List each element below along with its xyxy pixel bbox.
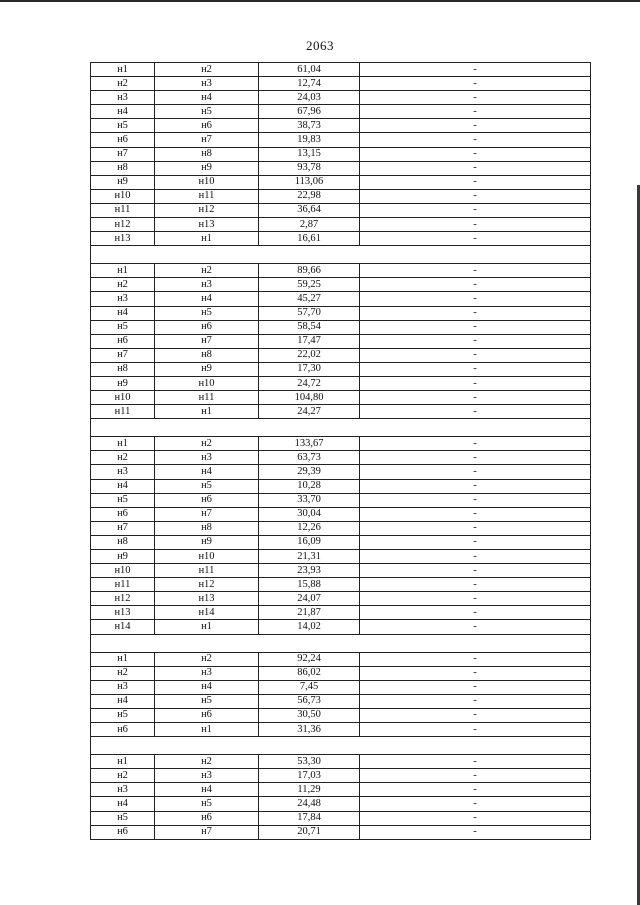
table-row [91, 606, 591, 620]
table-row [91, 63, 591, 77]
table-row [91, 666, 591, 680]
length-cell: 12,26 [259, 521, 360, 535]
table-row [91, 376, 591, 390]
from-point-cell: н4 [91, 694, 155, 708]
length-cell: 29,39 [259, 465, 360, 479]
from-point-cell: н10 [91, 391, 155, 405]
table-row [91, 218, 591, 232]
to-point-cell: н3 [155, 77, 259, 91]
length-cell: 89,66 [259, 264, 360, 278]
table-row [91, 147, 591, 161]
description-cell: - [360, 264, 591, 278]
to-point-cell: н12 [155, 578, 259, 592]
to-point-cell: н3 [155, 769, 259, 783]
from-point-cell: н6 [91, 133, 155, 147]
table-row [91, 189, 591, 203]
coordinates-table [90, 62, 591, 840]
description-cell: - [360, 783, 591, 797]
description-cell: - [360, 119, 591, 133]
description-cell: - [360, 578, 591, 592]
to-point-cell: н11 [155, 189, 259, 203]
from-point-cell: н13 [91, 606, 155, 620]
to-point-cell: н1 [155, 620, 259, 634]
length-cell: 20,71 [259, 825, 360, 839]
to-point-cell: н9 [155, 535, 259, 549]
from-point-cell: н8 [91, 362, 155, 376]
separator-cell [91, 246, 591, 264]
length-cell: 24,07 [259, 592, 360, 606]
table-row [91, 451, 591, 465]
table-row [91, 405, 591, 419]
to-point-cell: н2 [155, 755, 259, 769]
to-point-cell: н8 [155, 147, 259, 161]
table-row [91, 465, 591, 479]
length-cell: 86,02 [259, 666, 360, 680]
length-cell: 33,70 [259, 493, 360, 507]
description-cell: - [360, 465, 591, 479]
description-cell: - [360, 592, 591, 606]
table-row [91, 133, 591, 147]
to-point-cell: н2 [155, 652, 259, 666]
from-point-cell: н3 [91, 292, 155, 306]
from-point-cell: н1 [91, 264, 155, 278]
to-point-cell: н5 [155, 797, 259, 811]
length-cell: 21,87 [259, 606, 360, 620]
description-cell: - [360, 133, 591, 147]
table-row [91, 769, 591, 783]
length-cell: 133,67 [259, 437, 360, 451]
to-point-cell: н6 [155, 119, 259, 133]
separator-cell [91, 419, 591, 437]
length-cell: 10,28 [259, 479, 360, 493]
from-point-cell: н6 [91, 723, 155, 737]
table-row [91, 91, 591, 105]
description-cell: - [360, 680, 591, 694]
from-point-cell: н1 [91, 755, 155, 769]
to-point-cell: н3 [155, 666, 259, 680]
length-cell: 2,87 [259, 218, 360, 232]
from-point-cell: н2 [91, 278, 155, 292]
length-cell: 61,04 [259, 63, 360, 77]
description-cell: - [360, 405, 591, 419]
from-point-cell: н3 [91, 680, 155, 694]
to-point-cell: н6 [155, 493, 259, 507]
table-row [91, 105, 591, 119]
description-cell: - [360, 825, 591, 839]
length-cell: 17,84 [259, 811, 360, 825]
description-cell: - [360, 376, 591, 390]
from-point-cell: н3 [91, 783, 155, 797]
to-point-cell: н6 [155, 811, 259, 825]
table-row [91, 362, 591, 376]
to-point-cell: н8 [155, 521, 259, 535]
page-number: 2063 [306, 38, 334, 53]
to-point-cell: н5 [155, 105, 259, 119]
description-cell: - [360, 362, 591, 376]
length-cell: 36,64 [259, 203, 360, 217]
from-point-cell: н7 [91, 147, 155, 161]
separator-cell [91, 737, 591, 755]
table-row [91, 334, 591, 348]
from-point-cell: н2 [91, 77, 155, 91]
length-cell: 45,27 [259, 292, 360, 306]
length-cell: 11,29 [259, 783, 360, 797]
table-row [91, 811, 591, 825]
from-point-cell: н2 [91, 666, 155, 680]
from-point-cell: н10 [91, 564, 155, 578]
table-row [91, 119, 591, 133]
length-cell: 92,24 [259, 652, 360, 666]
description-cell: - [360, 147, 591, 161]
description-cell: - [360, 550, 591, 564]
from-point-cell: н11 [91, 578, 155, 592]
description-cell: - [360, 77, 591, 91]
to-point-cell: н7 [155, 825, 259, 839]
to-point-cell: н2 [155, 437, 259, 451]
from-point-cell: н12 [91, 218, 155, 232]
length-cell: 15,88 [259, 578, 360, 592]
to-point-cell: н4 [155, 680, 259, 694]
description-cell: - [360, 437, 591, 451]
to-point-cell: н10 [155, 175, 259, 189]
description-cell: - [360, 203, 591, 217]
from-point-cell: н8 [91, 161, 155, 175]
to-point-cell: н4 [155, 783, 259, 797]
from-point-cell: н4 [91, 479, 155, 493]
table-row [91, 507, 591, 521]
table-row [91, 694, 591, 708]
table-row [91, 521, 591, 535]
description-cell: - [360, 232, 591, 246]
length-cell: 56,73 [259, 694, 360, 708]
description-cell: - [360, 348, 591, 362]
to-point-cell: н2 [155, 264, 259, 278]
table-row [91, 535, 591, 549]
from-point-cell: н2 [91, 451, 155, 465]
to-point-cell: н8 [155, 348, 259, 362]
to-point-cell: н5 [155, 306, 259, 320]
to-point-cell: н10 [155, 376, 259, 390]
table-row [91, 680, 591, 694]
to-point-cell: н11 [155, 391, 259, 405]
description-cell: - [360, 755, 591, 769]
description-cell: - [360, 175, 591, 189]
to-point-cell: н4 [155, 91, 259, 105]
from-point-cell: н5 [91, 708, 155, 722]
from-point-cell: н5 [91, 320, 155, 334]
length-cell: 113,06 [259, 175, 360, 189]
table-row [91, 232, 591, 246]
description-cell: - [360, 91, 591, 105]
length-cell: 16,61 [259, 232, 360, 246]
table-row [91, 203, 591, 217]
group-separator-row [91, 737, 591, 755]
length-cell: 17,47 [259, 334, 360, 348]
to-point-cell: н5 [155, 694, 259, 708]
table-row [91, 620, 591, 634]
description-cell: - [360, 334, 591, 348]
length-cell: 16,09 [259, 535, 360, 549]
to-point-cell: н9 [155, 161, 259, 175]
table-row [91, 391, 591, 405]
from-point-cell: н3 [91, 91, 155, 105]
table-row [91, 437, 591, 451]
length-cell: 14,02 [259, 620, 360, 634]
length-cell: 7,45 [259, 680, 360, 694]
description-cell: - [360, 723, 591, 737]
to-point-cell: н10 [155, 550, 259, 564]
description-cell: - [360, 797, 591, 811]
table-row [91, 278, 591, 292]
length-cell: 13,15 [259, 147, 360, 161]
length-cell: 24,72 [259, 376, 360, 390]
description-cell: - [360, 278, 591, 292]
description-cell: - [360, 694, 591, 708]
length-cell: 53,30 [259, 755, 360, 769]
length-cell: 104,80 [259, 391, 360, 405]
table-row [91, 292, 591, 306]
table-row [91, 578, 591, 592]
from-point-cell: н7 [91, 348, 155, 362]
table-row [91, 797, 591, 811]
length-cell: 24,48 [259, 797, 360, 811]
to-point-cell: н4 [155, 292, 259, 306]
table-row [91, 77, 591, 91]
to-point-cell: н13 [155, 218, 259, 232]
description-cell: - [360, 769, 591, 783]
from-point-cell: н4 [91, 306, 155, 320]
from-point-cell: н4 [91, 105, 155, 119]
length-cell: 21,31 [259, 550, 360, 564]
table-row [91, 652, 591, 666]
from-point-cell: н13 [91, 232, 155, 246]
from-point-cell: н6 [91, 334, 155, 348]
description-cell: - [360, 63, 591, 77]
length-cell: 17,03 [259, 769, 360, 783]
length-cell: 58,54 [259, 320, 360, 334]
from-point-cell: н9 [91, 550, 155, 564]
separator-cell [91, 634, 591, 652]
description-cell: - [360, 292, 591, 306]
table-row [91, 320, 591, 334]
from-point-cell: н14 [91, 620, 155, 634]
to-point-cell: н4 [155, 465, 259, 479]
from-point-cell: н6 [91, 507, 155, 521]
length-cell: 67,96 [259, 105, 360, 119]
table-row [91, 306, 591, 320]
description-cell: - [360, 105, 591, 119]
description-cell: - [360, 606, 591, 620]
length-cell: 22,98 [259, 189, 360, 203]
length-cell: 22,02 [259, 348, 360, 362]
to-point-cell: н1 [155, 232, 259, 246]
length-cell: 30,50 [259, 708, 360, 722]
description-cell: - [360, 320, 591, 334]
from-point-cell: н6 [91, 825, 155, 839]
length-cell: 24,03 [259, 91, 360, 105]
table-row [91, 550, 591, 564]
description-cell: - [360, 708, 591, 722]
description-cell: - [360, 391, 591, 405]
to-point-cell: н1 [155, 723, 259, 737]
from-point-cell: н4 [91, 797, 155, 811]
from-point-cell: н7 [91, 521, 155, 535]
length-cell: 12,74 [259, 77, 360, 91]
description-cell: - [360, 451, 591, 465]
length-cell: 38,73 [259, 119, 360, 133]
to-point-cell: н6 [155, 708, 259, 722]
description-cell: - [360, 161, 591, 175]
from-point-cell: н12 [91, 592, 155, 606]
length-cell: 59,25 [259, 278, 360, 292]
to-point-cell: н13 [155, 592, 259, 606]
to-point-cell: н11 [155, 564, 259, 578]
length-cell: 30,04 [259, 507, 360, 521]
table-body [91, 63, 591, 840]
from-point-cell: н8 [91, 535, 155, 549]
from-point-cell: н9 [91, 175, 155, 189]
from-point-cell: н3 [91, 465, 155, 479]
table-row [91, 264, 591, 278]
description-cell: - [360, 535, 591, 549]
from-point-cell: н5 [91, 119, 155, 133]
to-point-cell: н5 [155, 479, 259, 493]
from-point-cell: н2 [91, 769, 155, 783]
to-point-cell: н7 [155, 133, 259, 147]
length-cell: 17,30 [259, 362, 360, 376]
description-cell: - [360, 218, 591, 232]
from-point-cell: н5 [91, 493, 155, 507]
table-row [91, 592, 591, 606]
table-row [91, 479, 591, 493]
length-cell: 93,78 [259, 161, 360, 175]
description-cell: - [360, 652, 591, 666]
description-cell: - [360, 521, 591, 535]
table-row [91, 564, 591, 578]
to-point-cell: н9 [155, 362, 259, 376]
table-row [91, 825, 591, 839]
from-point-cell: н10 [91, 189, 155, 203]
description-cell: - [360, 479, 591, 493]
from-point-cell: н11 [91, 405, 155, 419]
length-cell: 57,70 [259, 306, 360, 320]
description-cell: - [360, 306, 591, 320]
to-point-cell: н3 [155, 278, 259, 292]
from-point-cell: н1 [91, 437, 155, 451]
length-cell: 23,93 [259, 564, 360, 578]
group-separator-row [91, 634, 591, 652]
table-row [91, 783, 591, 797]
description-cell: - [360, 666, 591, 680]
table-row [91, 708, 591, 722]
from-point-cell: н1 [91, 63, 155, 77]
table-row [91, 175, 591, 189]
length-cell: 31,36 [259, 723, 360, 737]
to-point-cell: н7 [155, 507, 259, 521]
to-point-cell: н3 [155, 451, 259, 465]
from-point-cell: н9 [91, 376, 155, 390]
from-point-cell: н5 [91, 811, 155, 825]
from-point-cell: н11 [91, 203, 155, 217]
to-point-cell: н2 [155, 63, 259, 77]
description-cell: - [360, 811, 591, 825]
table-row [91, 723, 591, 737]
to-point-cell: н12 [155, 203, 259, 217]
length-cell: 63,73 [259, 451, 360, 465]
description-cell: - [360, 493, 591, 507]
from-point-cell: н1 [91, 652, 155, 666]
group-separator-row [91, 246, 591, 264]
to-point-cell: н6 [155, 320, 259, 334]
scan-top-edge [0, 0, 640, 2]
to-point-cell: н14 [155, 606, 259, 620]
length-cell: 19,83 [259, 133, 360, 147]
table-row [91, 493, 591, 507]
length-cell: 24,27 [259, 405, 360, 419]
description-cell: - [360, 507, 591, 521]
to-point-cell: н1 [155, 405, 259, 419]
description-cell: - [360, 620, 591, 634]
table-row [91, 161, 591, 175]
table-row [91, 755, 591, 769]
description-cell: - [360, 189, 591, 203]
group-separator-row [91, 419, 591, 437]
to-point-cell: н7 [155, 334, 259, 348]
table-row [91, 348, 591, 362]
description-cell: - [360, 564, 591, 578]
